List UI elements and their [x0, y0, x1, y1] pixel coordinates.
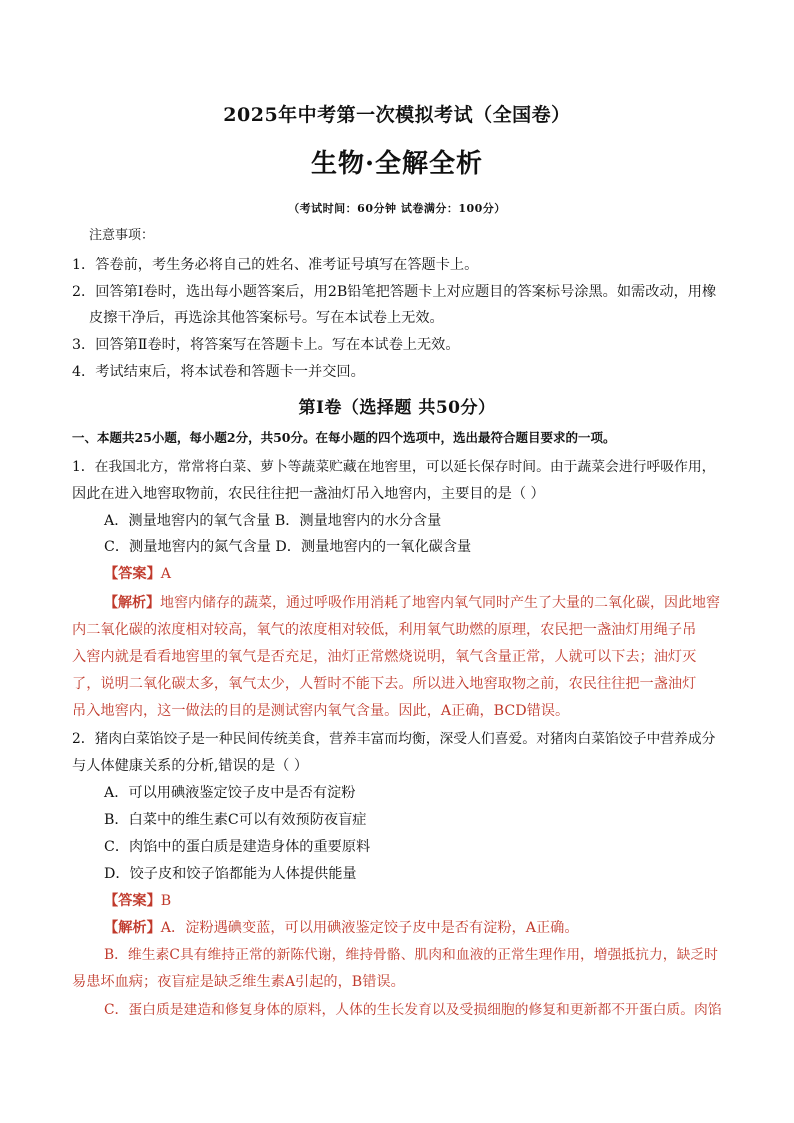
q1-answer: [104, 564, 171, 584]
q1-analysis-line1: [104, 593, 720, 613]
q1-analysis-line5: 吊入地窖内，这一做法的目的是测试窖内氧气含量。因此，A正确，BCD错误。: [72, 703, 570, 719]
notice-item-1: 1．答卷前，考生务必将自己的姓名、准考证号填写在答题卡上。: [72, 257, 479, 273]
q2-analysis-line1: [104, 918, 579, 938]
exam-info: （考试时间：60分钟 试卷满分：100分）: [288, 202, 506, 215]
q2-answer-label: 【答案】: [104, 893, 161, 909]
notice-heading: 注意事项：: [89, 228, 155, 243]
q1-analysis-line2: 内二氧化碳的浓度相对较高，氧气的浓度相对较低，利用氧气助燃的原理，农民把一盏油灯用绳子吊: [72, 622, 697, 638]
q2-analysis-text1: A．淀粉遇碘变蓝，可以用碘液鉴定饺子皮中是否有淀粉，A正确。: [160, 920, 579, 936]
q2-analysis-line2: B．维生素C具有维持正常的新陈代谢，维持骨骼、肌肉和血液的正常生理作用，增强抵抗力，缺乏时: [104, 947, 718, 963]
q1-analysis-label: 【解析】: [104, 595, 160, 611]
q2-option-d: D．饺子皮和饺子馅都能为人体提供能量: [104, 866, 357, 882]
q1-analysis-line4: 了，说明二氧化碳太多，氧气太少，人暂时不能下去。所以进入地窖取物之前，农民往往把一盏油灯: [72, 676, 697, 692]
exam-subtitle: 生物·全解全析: [310, 149, 484, 179]
q2-stem-line1: 2．猪肉白菜馅饺子是一种民间传统美食，营养丰富而均衡，深受人们喜爱。对猪肉白菜馅饺子中营养成分: [72, 731, 716, 747]
q2-analysis-label: 【解析】: [104, 920, 161, 936]
q2-option-c: C．肉馅中的蛋白质是建造身体的重要原料: [104, 839, 371, 855]
exam-title: 2025年中考第一次模拟考试（全国卷）: [223, 104, 571, 126]
instruction-prefix: 一、本题共25小题，每小题2分，共50分。在每小题的: [72, 430, 378, 445]
section-heading: 第Ⅰ卷（选择题 共50分）: [298, 398, 496, 418]
q2-option-a: A．可以用碘液鉴定饺子皮中是否有淀粉: [104, 785, 356, 801]
q2-option-b: B．白菜中的维生素C可以有效预防夜盲症: [104, 812, 367, 828]
q1-options-line2: C．测量地窖内的氮气含量 D．测量地窖内的一氧化碳含量: [104, 539, 472, 555]
q1-options-line1: A．测量地窖内的氧气含量 B．测量地窖内的水分含量: [104, 513, 442, 529]
q1-answer-value: A: [160, 566, 172, 582]
q2-analysis-line4: C．蛋白质是建造和修复身体的原料，人体的生长发育以及受损细胞的修复和更新都不开蛋白质。肉馅: [104, 1002, 722, 1018]
q1-analysis-line3: 入窖内就是看看地窖里的氧气是否充足，油灯正常燃烧说明，氧气含量正常，人就可以下去；油灯灭: [72, 649, 697, 665]
notice-item-2-cont: 皮擦干净后，再选涂其他答案标号。写在本试卷上无效。: [89, 310, 444, 326]
notice-item-3: 3．回答第Ⅱ卷时，将答案写在答题卡上。写在本试卷上无效。: [72, 337, 460, 353]
q2-stem-line2: 与人体健康关系的分析,错误的是（ ）: [72, 758, 309, 774]
q1-stem-line1: 1．在我国北方，常常将白菜、萝卜等蔬菜贮藏在地窖里，可以延长保存时间。由于蔬菜会进行呼吸作用，: [72, 459, 716, 475]
q1-answer-label: 【答案】: [104, 566, 161, 582]
q2-answer-value: B: [160, 893, 172, 909]
section-instruction: [72, 428, 616, 448]
q1-stem-line2: 因此在进入地窖取物前，农民往往把一盏油灯吊入地窖内，主要目的是（ ）: [72, 486, 545, 502]
instruction-bold: 四个选项中: [378, 430, 441, 445]
q2-analysis-line3: 易患坏血病；夜盲症是缺乏维生素A引起的，B错误。: [72, 974, 405, 990]
instruction-suffix: ，选出最符合题目要求的一项。: [440, 430, 616, 445]
notice-item-4: 4．考试结束后，将本试卷和答题卡一并交回。: [72, 364, 365, 380]
q2-answer: [104, 891, 171, 911]
q1-analysis-text1: 地窖内储存的蔬菜，通过呼吸作用消耗了地窖内氧气同时产生了大量的二氧化碳，因此地窖: [160, 595, 720, 611]
notice-item-2: 2．回答第Ⅰ卷时，选出每小题答案后，用2B铅笔把答题卡上对应题目的答案标号涂黑。如需改动，用橡: [72, 284, 717, 300]
